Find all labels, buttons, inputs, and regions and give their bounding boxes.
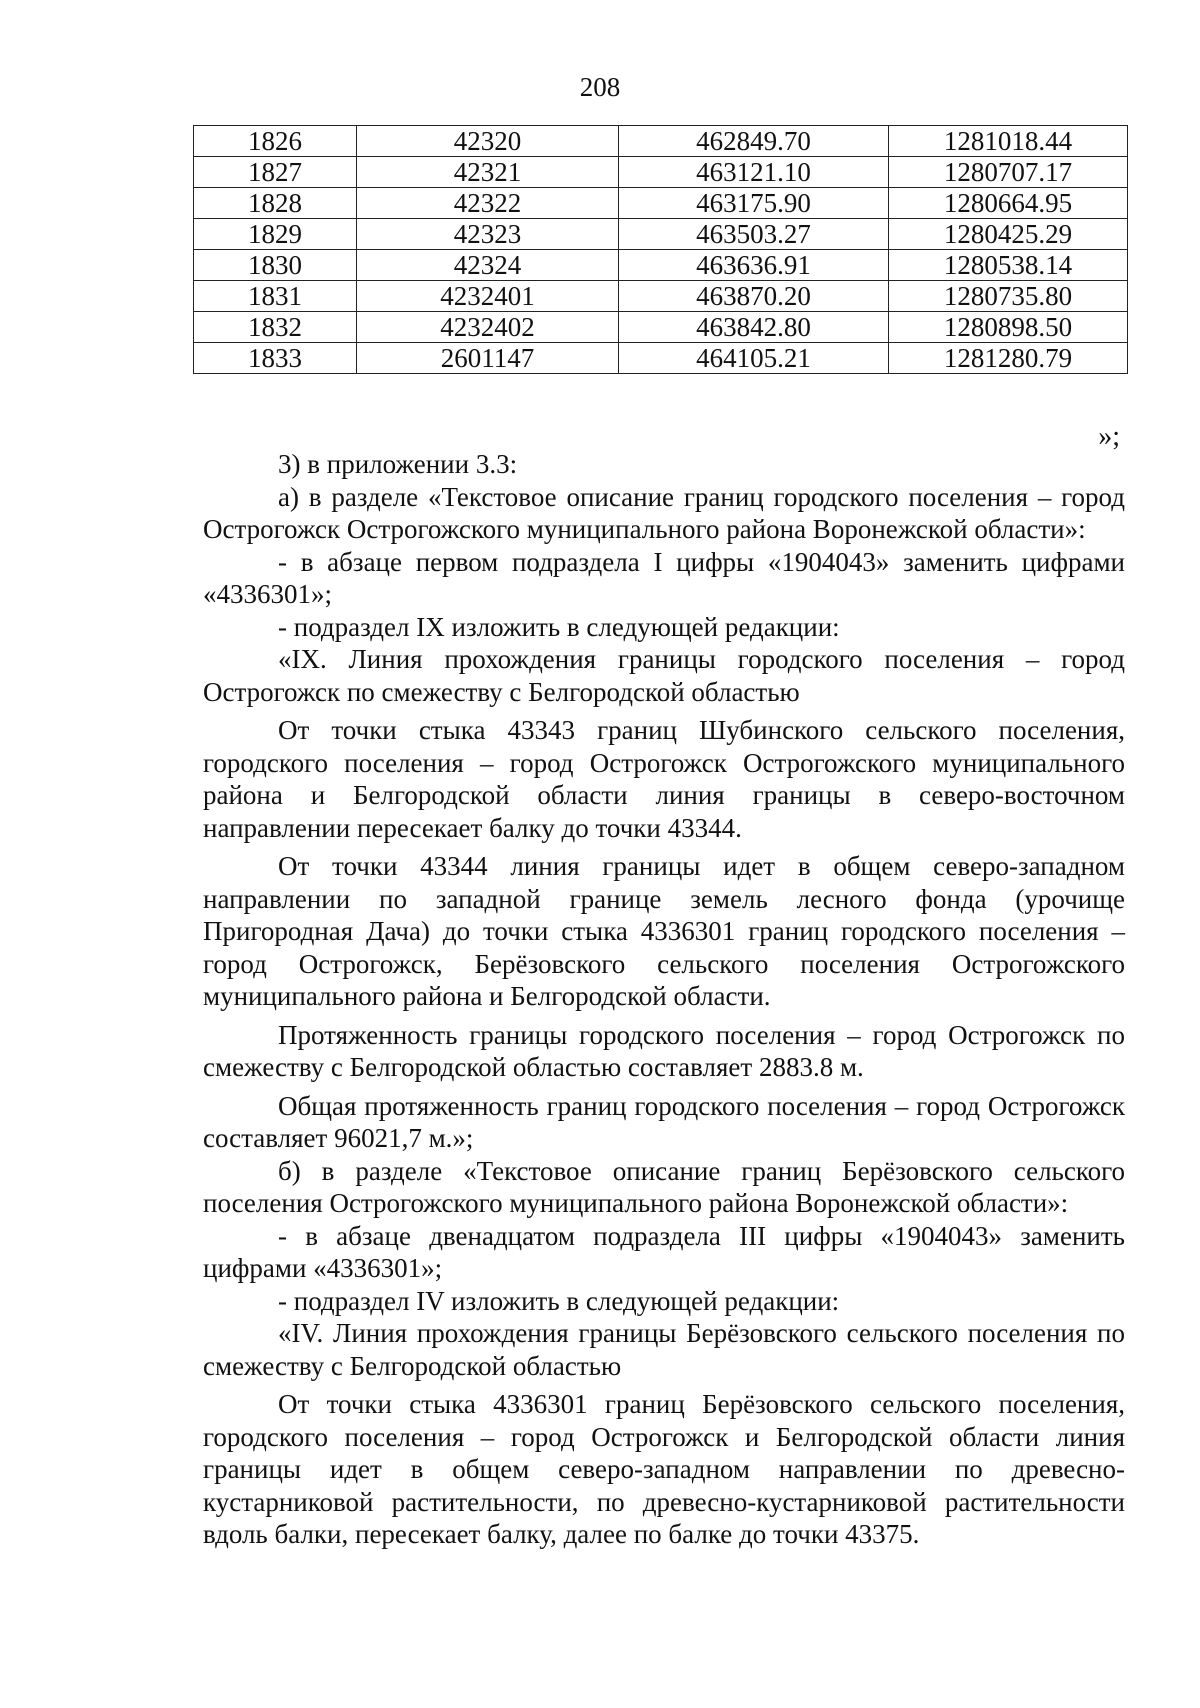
table-row [194,250,1128,281]
cell-y: 1280425.29 [889,219,1128,250]
cell-number: 1827 [194,157,357,188]
paragraph: От точки стыка 4336301 границ Берёзовского сельского поселения, городского поселения – город Острогожск и Белгородской области линия границы идет в общем северо-западном направлении по древесно-кустарниковой растительности, по древесно-кустарниковой растительности вдоль балки, пересекает балку, далее по балке до точки 43375. [203,1389,1125,1549]
cell-number: 1829 [194,219,357,250]
paragraph: «IX. Линия прохождения границы городского поселения – город Острогожск по смежеству с Белгородской областью [203,644,1125,707]
cell-number: 1831 [194,281,357,312]
cell-x: 463842.80 [619,312,889,343]
cell-point-id: 42320 [357,126,619,157]
cell-y: 1280538.14 [889,250,1128,281]
cell-x: 463121.10 [619,157,889,188]
paragraph: - подраздел IV изложить в следующей редакции: [278,1285,840,1316]
coordinates-table [193,125,1128,374]
paragraph: Протяженность границы городского поселения – город Острогожск по смежеству с Белгородской областью составляет 2883.8 м. [203,1019,1125,1082]
page-number: 208 [579,72,621,102]
paragraph: От точки стыка 43343 границ Шубинского сельского поселения, городского поселения – город Острогожск Острогожского муниципального района и Белгородской области линия границы в северо-восточном направлении пересекает балку до точки 43344. [203,715,1125,843]
cell-number: 1830 [194,250,357,281]
cell-y: 1281280.79 [889,343,1128,374]
cell-number: 1826 [194,126,357,157]
cell-point-id: 42324 [357,250,619,281]
cell-x: 462849.70 [619,126,889,157]
paragraph: - подраздел IX изложить в следующей редакции: [278,611,840,642]
document-body [203,448,1125,1551]
paragraph: 3) в приложении 3.3: [278,449,518,479]
cell-point-id: 4232402 [357,312,619,343]
cell-point-id: 2601147 [357,343,619,374]
cell-point-id: 42322 [357,188,619,219]
paragraph: - в абзаце первом подраздела I цифры «1904043» заменить цифрами «4336301»; [203,546,1125,609]
table-row [194,343,1128,374]
cell-y: 1280707.17 [889,157,1128,188]
paragraph: От точки 43344 линия границы идет в общем северо-западном направлении по западной границе земель лесного фонда (урочище Пригородная Дача) до точки стыка 4336301 границ городского поселения – город Острогожск, Берёзовского сельского поселения Острогожского муниципального района и Белгородской области. [203,851,1125,1011]
cell-x: 463175.90 [619,188,889,219]
paragraph: Общая протяженность границ городского поселения – город Острогожск составляет 96021,7 м.»; [203,1090,1125,1153]
cell-point-id: 42323 [357,219,619,250]
cell-y: 1280898.50 [889,312,1128,343]
closing-quote: »; [1098,421,1120,452]
cell-point-id: 42321 [357,157,619,188]
table-row [194,126,1128,157]
cell-y: 1280664.95 [889,188,1128,219]
paragraph: а) в разделе «Текстовое описание границ городского поселения – город Острогожск Острогожского муниципального района Воронежской области»: [203,481,1125,544]
paragraph: - в абзаце двенадцатом подраздела III цифры «1904043» заменить цифрами «4336301»; [203,1220,1125,1283]
table-row [194,157,1128,188]
cell-number: 1832 [194,312,357,343]
paragraph: б) в разделе «Текстовое описание границ Берёзовского сельского поселения Острогожского муниципального района Воронежской области»: [203,1155,1125,1218]
table-row [194,312,1128,343]
cell-x: 463636.91 [619,250,889,281]
cell-number: 1833 [194,343,357,374]
cell-y: 1280735.80 [889,281,1128,312]
paragraph: «IV. Линия прохождения границы Берёзовского сельского поселения по смежеству с Белгородской областью [203,1318,1125,1381]
cell-y: 1281018.44 [889,126,1128,157]
cell-x: 464105.21 [619,343,889,374]
cell-number: 1828 [194,188,357,219]
cell-x: 463503.27 [619,219,889,250]
table-row [194,219,1128,250]
cell-point-id: 4232401 [357,281,619,312]
table-row [194,281,1128,312]
cell-x: 463870.20 [619,281,889,312]
table-row [194,188,1128,219]
